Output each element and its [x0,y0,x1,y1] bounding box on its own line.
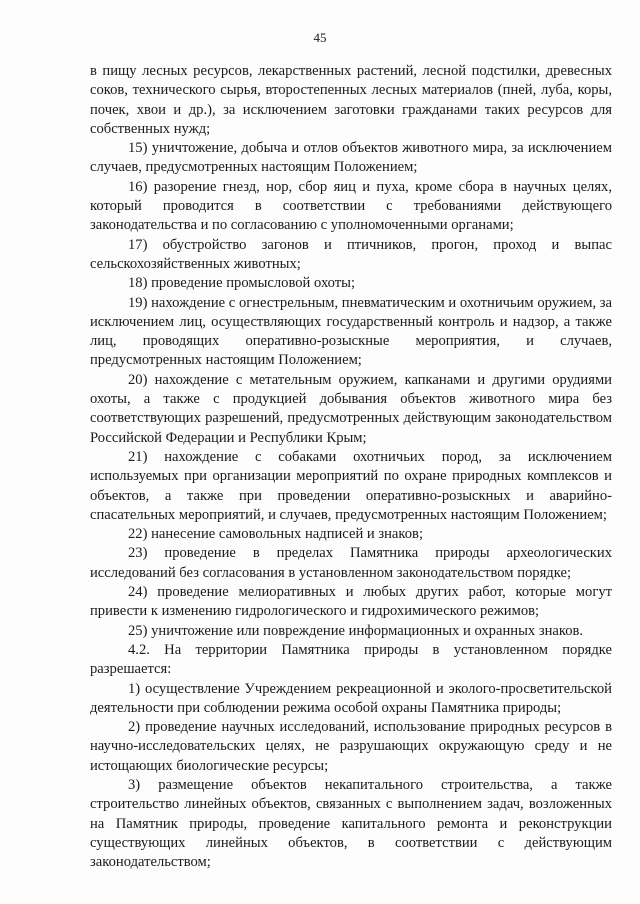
allowed-item-2: 2) проведение научных исследований, использование природных ресурсов в научно-исследовательских целях, не разрушающих окружающую среду и не истощающих биологические ресурсы; [90,719,612,774]
list-item-20: 20) нахождение с метательным оружием, капканами и другими орудиями охоты, а также с продукцией добывания объектов животного мира без соответствующих разрешений, предусмотренных действующим законодательством Российской Федерации и Республики Крым; [90,371,612,446]
list-item-25: 25) уничтожение или повреждение информационных и охранных знаков. [128,622,584,639]
document-body [90,62,612,872]
list-item-16: 16) разорение гнезд, нор, сбор яиц и пуха, кроме сбора в научных целях, который проводится в соответствии с требованиями действующего законодательства и по согласованию с уполномоченными органами; [90,178,612,234]
list-item-15: 15) уничтожение, добыча и отлов объектов животного мира, за исключением случаев, предусмотренных настоящим Положением; [90,140,612,176]
section-4-2-heading: 4.2. На территории Памятника природы в установленном порядке разрешается: [90,641,612,678]
allowed-item-3: 3) размещение объектов некапитального строительства, а также строительство линейных объектов, связанных с выполнением задач, возложенных на Памятник природы, проведение капитального ремонта и реконструкции существующих линейных объектов, в соответствии с действующим законодательством; [90,776,612,871]
allowed-item-1: 1) осуществление Учреждением рекреационной и эколого-просветительской деятельности при соблюдении режима особой охраны Памятника природы; [90,680,612,716]
list-item-23: 23) проведение в пределах Памятника природы археологических исследований без согласования в установленном законодательством порядке; [90,545,612,581]
list-item-24: 24) проведение мелиоративных и любых других работ, которые могут привести к изменению гидрологического и гидрохимического режимов; [90,584,612,620]
page-number: 45 [313,30,327,45]
list-item-19: 19) нахождение с огнестрельным, пневматическим и охотничьим оружием, за исключением лиц, осуществляющих государственный контроль и надзор, а также лиц, проводящих оперативно-розыскные мероприятия, и случаев, предусмотренных настоящим Положением; [90,294,612,369]
list-item-22: 22) нанесение самовольных надписей и знаков; [128,526,424,543]
paragraph-continuation: в пищу лесных ресурсов, лекарственных растений, лесной подстилки, древесных соков, технического сырья, второстепенных лесных материалов (пней, луба, коры, почек, хвои и др.), за исключением заготовки гражданами таких ресурсов для собственных нужд; [90,63,612,137]
list-item-17: 17) обустройство загонов и птичников, прогон, проход и выпас сельскохозяйственных животных; [90,236,612,272]
list-item-18: 18) проведение промысловой охоты; [128,275,356,292]
list-item-21: 21) нахождение с собаками охотничьих пород, за исключением используемых при организации мероприятий по охране природных комплексов и объектов, а также при проведении оперативно-розыскных и аварийно-спасательных мероприятий, и случаев, предусмотренных настоящим Положением; [90,448,612,523]
